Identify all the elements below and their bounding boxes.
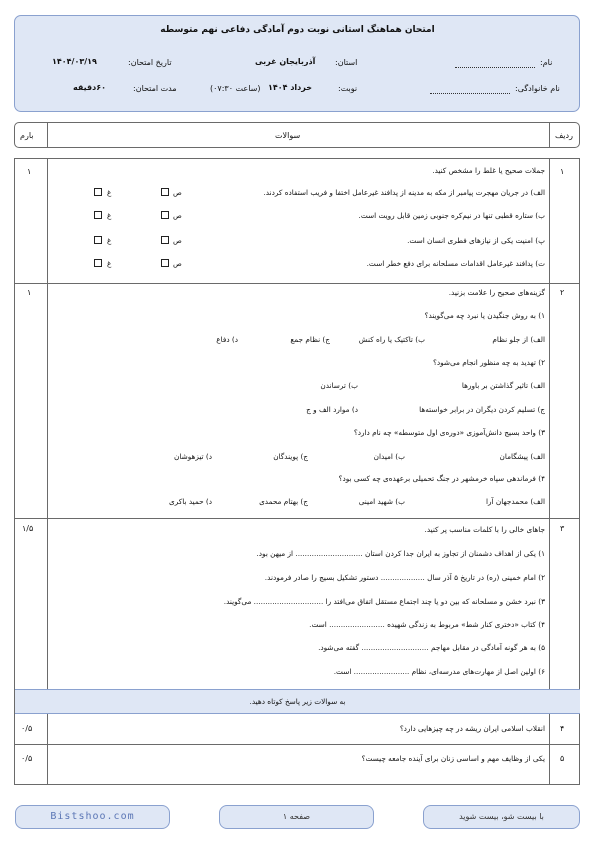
column-questions: سوالات	[275, 131, 301, 140]
option[interactable]: ب) امیدان	[373, 452, 405, 461]
option[interactable]: ب) تاکتیک یا راه کنش	[358, 335, 425, 344]
duration-value: ۶۰دقیقه	[73, 83, 106, 92]
option[interactable]: الف) از جلو نظام	[492, 335, 545, 344]
row-divider	[14, 283, 580, 284]
option[interactable]: ج) تسلیم کردن دیگران در برابر خواسته‌ها	[419, 405, 545, 414]
question-score: ۰/۵	[21, 754, 33, 763]
exam-date-label: تاریخ امتحان:	[128, 58, 172, 67]
row-divider	[14, 744, 580, 745]
false-label: غ	[107, 236, 112, 245]
question-number: ۲	[560, 288, 565, 297]
column-divider	[47, 714, 48, 785]
column-row: ردیف	[555, 131, 573, 140]
family-label: نام خانوادگی:	[515, 84, 560, 93]
option[interactable]: ج) پویندگان	[273, 452, 308, 461]
true-checkbox[interactable]	[161, 188, 169, 196]
question-number: ۵	[560, 754, 565, 763]
tf-statement: پ) امنیت یکی از نیازهای فطری انسان است.	[407, 236, 545, 245]
exam-time: (ساعت ۰۷:۳۰)	[210, 84, 261, 93]
option[interactable]: الف) تاثیر گذاشتن بر باورها	[461, 381, 545, 390]
province-label: استان:	[335, 58, 358, 67]
footer-page-number: صفحه ۱	[282, 812, 311, 821]
table-header-divider	[47, 122, 48, 148]
name-label: نام:	[540, 58, 553, 67]
province-value: آذربایجان غربی	[255, 57, 316, 66]
false-checkbox[interactable]	[94, 188, 102, 196]
footer-slogan: با بیست شو، بیست شوید	[459, 812, 544, 821]
question-instruction: گزینه‌های صحیح را علامت بزنید.	[448, 288, 545, 297]
term-value: خرداد ۱۴۰۴	[268, 83, 313, 92]
sub-question: ۱) به روش جنگیدن یا نبرد چه می‌گویند؟	[424, 311, 545, 320]
fill-blank-item: ۶) اولین اصل از مهارت‌های مدرسه‌ای، نظام ........................ است.	[333, 667, 545, 676]
family-field[interactable]	[430, 93, 510, 94]
name-field[interactable]	[455, 67, 535, 68]
true-checkbox[interactable]	[161, 259, 169, 267]
question-number: ۱	[560, 167, 565, 176]
option[interactable]: د) دفاع	[216, 335, 238, 344]
short-answer-question: انقلاب اسلامی ایران ریشه در چه چیزهایی دارد؟	[399, 724, 545, 733]
exam-title: امتحان هماهنگ استانی نوبت دوم آمادگی دفاعی نهم متوسطه	[160, 25, 435, 35]
column-divider	[549, 158, 550, 689]
true-checkbox[interactable]	[161, 236, 169, 244]
true-label: ص	[173, 236, 182, 245]
question-score: ۰/۵	[21, 724, 33, 733]
false-checkbox[interactable]	[94, 211, 102, 219]
tf-statement: ب) ستاره قطبی تنها در نیم‌کره جنوبی زمین قابل رویت است.	[358, 211, 545, 220]
question-instruction: جاهای خالی را با کلمات مناسب پر کنید.	[424, 525, 545, 534]
column-divider	[47, 158, 48, 689]
option[interactable]: ج) بهتام محمدی	[259, 497, 308, 506]
option[interactable]: د) موارد الف و ج	[306, 405, 358, 414]
short-answer-question: یکی از وظایف مهم و اساسی زنان برای آینده جامعه چیست؟	[361, 754, 545, 763]
fill-blank-item: ۵) به هر گونه آمادگی در مقابل مهاجم ............................. گفته می‌شود.	[318, 643, 545, 652]
column-divider	[549, 714, 550, 785]
question-instruction: جملات صحیح یا غلط را مشخص کنید.	[432, 166, 545, 175]
false-label: غ	[107, 259, 112, 268]
fill-blank-item: ۳) نبرد خشن و مسلحانه که بین دو یا چند اجتماع مستقل اتفاق می‌افتد را .............................. می‌گویند.	[223, 597, 545, 606]
fill-blank-item: ۱) یکی از اهداف دشمنان از تجاوز به ایران جدا کردن استان ............................. از میهن بود.	[256, 549, 545, 558]
option[interactable]: الف) پیشگامان	[499, 452, 545, 461]
option[interactable]: د) تیزهوشان	[174, 452, 212, 461]
term-label: نوبت:	[338, 84, 358, 93]
tf-statement: الف) در جریان مهجرت پیامبر از مکه به مدینه از پدافند غیرعامل اختفا و فریب استفاده کردند.	[263, 188, 545, 197]
false-label: غ	[107, 211, 112, 220]
true-checkbox[interactable]	[161, 211, 169, 219]
true-label: ص	[173, 259, 182, 268]
section-note: به سوالات زیر پاسخ کوتاه دهید.	[249, 697, 346, 706]
question-score: ۱	[27, 167, 32, 176]
true-label: ص	[173, 211, 182, 220]
true-label: ص	[173, 188, 182, 197]
sub-question: ۳) واحد بسیج دانش‌آموزی «دوره‌ی اول متوسطه» چه نام دارد؟	[353, 428, 545, 437]
fill-blank-item: ۴) کتاب «دختری کنار شط» مربوط به زندگی شهیده ........................ است.	[309, 620, 545, 629]
option[interactable]: ج) نظام جمع	[290, 335, 330, 344]
question-score: ۱	[27, 288, 32, 297]
sub-question: ۲) تهدید به چه منظور انجام می‌شود؟	[432, 358, 545, 367]
fill-blank-item: ۲) امام خمینی (ره) در تاریخ ۵ آذر سال ................... دستور تشکیل بسیج را صادر فرمودند.	[264, 573, 545, 582]
false-checkbox[interactable]	[94, 259, 102, 267]
option[interactable]: ب) ترساندن	[320, 381, 358, 390]
column-score: بارم	[20, 131, 34, 140]
footer-site[interactable]: Bistshoo.com	[50, 811, 135, 822]
row-divider	[14, 518, 580, 519]
option[interactable]: د) حمید باکری	[169, 497, 212, 506]
false-label: غ	[107, 188, 112, 197]
question-score: ۱/۵	[22, 524, 34, 533]
option[interactable]: الف) محمدجهان آرا	[486, 497, 545, 506]
table-header-divider	[549, 122, 550, 148]
question-number: ۳	[560, 524, 565, 533]
tf-statement: ت) پدافند غیرعامل اقدامات مسلحانه برای دفع خطر است.	[366, 259, 545, 268]
sub-question: ۴) فرماندهی سپاه خرمشهر در جنگ تحمیلی برعهده‌ی چه کسی بود؟	[338, 474, 545, 483]
false-checkbox[interactable]	[94, 236, 102, 244]
exam-date-value: ۱۴۰۴/۰۳/۱۹	[52, 57, 97, 66]
duration-label: مدت امتحان:	[133, 84, 177, 93]
question-number: ۴	[560, 724, 565, 733]
option[interactable]: ب) شهید امینی	[358, 497, 405, 506]
